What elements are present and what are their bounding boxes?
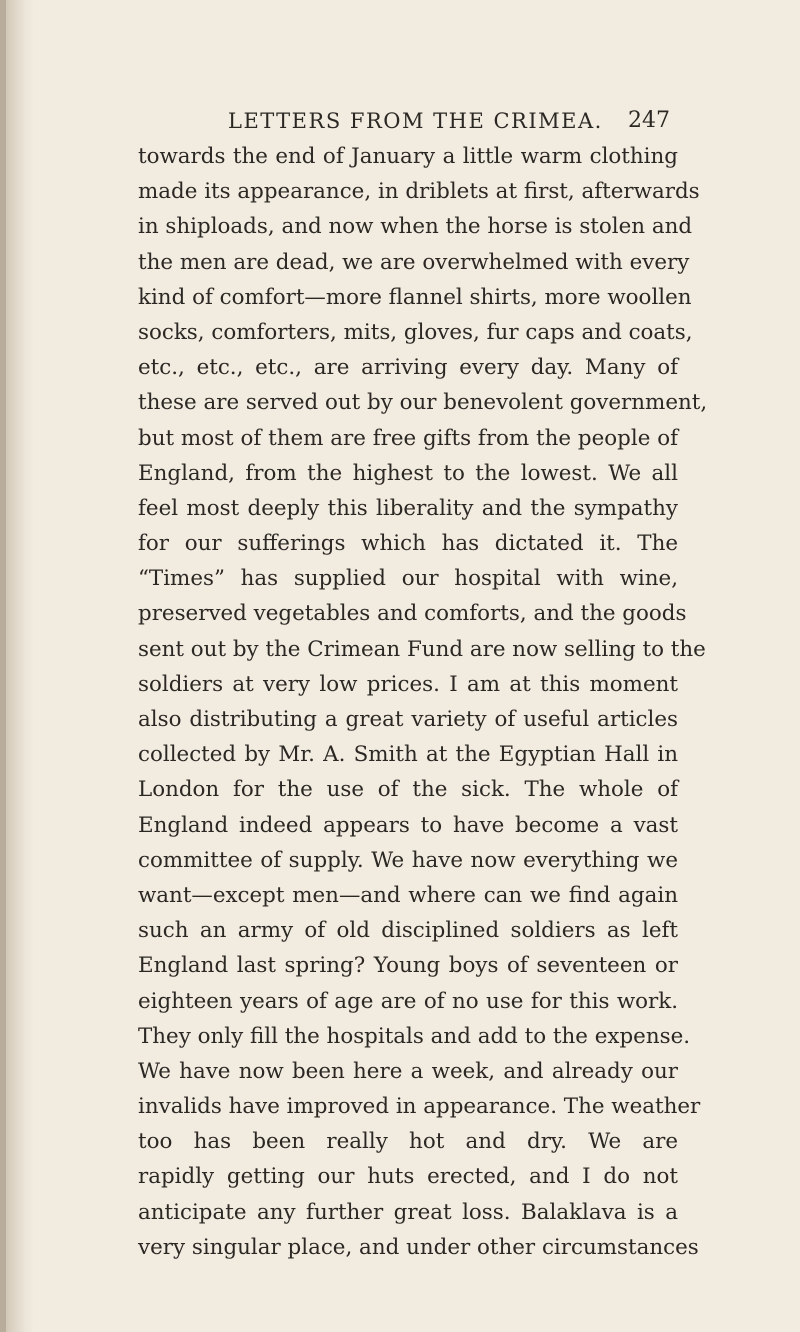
- text-line: too has been really hot and dry. We are: [138, 1129, 678, 1155]
- text-line: socks, comforters, mits, gloves, fur caps and coats,: [138, 319, 693, 345]
- text-line: such an army of old disciplined soldiers as left: [138, 918, 678, 944]
- text-line: in shiploads, and now when the horse is stolen and: [138, 214, 693, 240]
- text-line: but most of them are free gifts from the people of: [138, 425, 678, 451]
- page-header: [0, 106, 800, 136]
- page-number: 247: [628, 108, 670, 133]
- body-text: [138, 139, 708, 1265]
- text-line: invalids have improved in appearance. The weather: [138, 1094, 701, 1120]
- text-line: England indeed appears to have become a vast: [138, 812, 678, 838]
- text-line: They only fill the hospitals and add to the expense.: [138, 1023, 691, 1049]
- running-title: LETTERS FROM THE CRIMEA.: [228, 109, 603, 133]
- text-line: preserved vegetables and comforts, and the goods: [138, 601, 687, 627]
- text-line: want—except men—and where can we find again: [138, 882, 678, 908]
- text-line: anticipate any further great loss. Balaklava is a: [138, 1199, 678, 1225]
- text-line: London for the use of the sick. The whole of: [138, 777, 678, 803]
- text-line: sent out by the Crimean Fund are now selling to the: [138, 636, 706, 662]
- text-line: very singular place, and under other circumstances: [138, 1234, 699, 1260]
- text-line: collected by Mr. A. Smith at the Egyptian Hall in: [138, 742, 678, 768]
- text-line: these are served out by our benevolent government,: [138, 390, 708, 416]
- text-line: towards the end of January a little warm clothing: [138, 144, 678, 169]
- text-line: “Times” has supplied our hospital with wine,: [138, 566, 678, 592]
- text-line: kind of comfort—more flannel shirts, more woollen: [138, 284, 692, 310]
- text-line: for our sufferings which has dictated it. The: [138, 531, 678, 557]
- text-line: made its appearance, in driblets at first, afterwards: [138, 179, 700, 205]
- text-line: rapidly getting our huts erected, and I do not: [138, 1164, 678, 1190]
- text-line: We have now been here a week, and already our: [138, 1058, 678, 1084]
- text-line: feel most deeply this liberality and the sympathy: [138, 495, 678, 521]
- text-line: England last spring? Young boys of seventeen or: [138, 953, 678, 979]
- page-binding-shadow: [0, 0, 6, 1332]
- text-line: the men are dead, we are overwhelmed with every: [138, 249, 690, 275]
- text-line: England, from the highest to the lowest. We all: [138, 460, 678, 486]
- text-line: etc., etc., etc., are arriving every day. Many of: [138, 355, 678, 381]
- text-line: soldiers at very low prices. I am at this moment: [138, 671, 678, 697]
- text-line: eighteen years of age are of no use for this work.: [138, 988, 678, 1014]
- text-line: committee of supply. We have now everything we: [138, 847, 678, 873]
- text-line: also distributing a great variety of useful articles: [138, 707, 678, 732]
